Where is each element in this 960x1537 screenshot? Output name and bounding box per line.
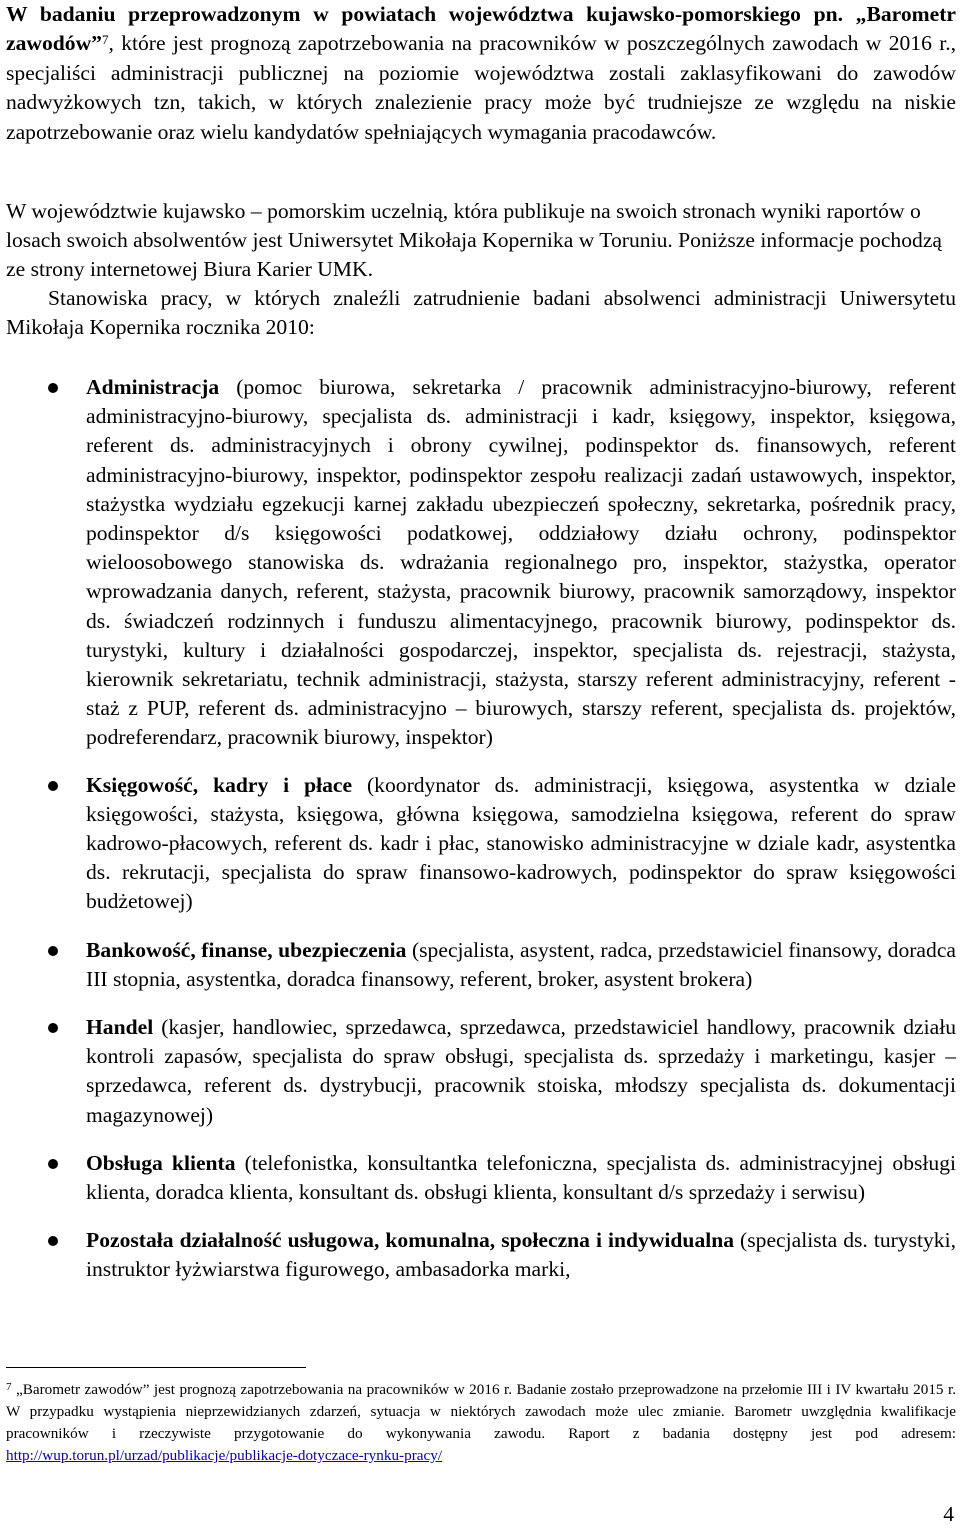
list-item-heading: Administracja: [86, 375, 220, 399]
list-item-body: (pomoc biurowa, sekretarka / pracownik administracyjno-biurowy, referent administracyjno-biurowy, specjalista ds. administracji i kadr, księgowy, inspektor, księgowa, referent ds. administracyjnych i obrony cywilnej, podinspektor ds. finansowych, referent administracyjno-biurowy, inspektor, podinspektor zespołu realizacji zadań ustawowych, inspektor, stażystka wydziału egzekucji karnej zakładu ubezpieczeń społeczny, sekretarka, pośrednik pracy, podinspektor d/s księgowości podatkowej, oddziałowy działu ochrony, podinspektor wieloosobowego stanowiska ds. wdrażania regionalnego pro, inspektor, stażystka, operator wprowadzania danych, referent, stażysta, pracownik biurowy, pracownik samorządowy, inspektor ds. świadczeń rodzinnych i funduszu alimentacyjnego, pracownik biurowy, podinspektor ds. turystyki, kultury i działalności gospodarczej, inspektor, specjalista ds. rejestracji, stażysta, kierownik sekretariatu, technik administracji, stażysta, starszy referent administracyjny, referent - staż z PUP, referent ds. administracyjno – biurowych, starszy referent, specjalista ds. projektów, podreferendarz, pracownik biurowy, inspektor): [86, 375, 956, 750]
page-number: 4: [943, 1502, 954, 1526]
list-item-heading: Pozostała działalność usługowa, komunalna, społeczna i indywidualna: [86, 1228, 735, 1253]
umk-paragraph: W województwie kujawsko – pomorskim uczelnią, która publikuje na swoich stronach wyniki raportów o losach swoich absolwentów jest Uniwersytet Mikołaja Kopernika w Toruniu. Poniższe informacje pochodzą ze strony internetowej Biura Karier UMK.: [6, 199, 942, 281]
footnote-text: „Barometr zawodów” jest prognozą zapotrzebowania na pracowników w 2016 r. Badanie zostało przeprowadzone na przełomie III i IV kwartału 2015 r. W przypadku wystąpienia nieprzewidzianych zdarzeń, sytuacja w niektórych zawodach może ulec zmianie. Barometr uwzględnia kwalifikacje pracowników i rzeczywiste przygotowanie do wykonywania zawodu. Raport z badania dostępny jest pod adresem:: [6, 1381, 956, 1442]
intro-paragraph: [6, 0, 956, 147]
list-item-heading: Obsługa klienta: [86, 1150, 236, 1175]
list-item-heading: Bankowość, finanse, ubezpieczenia: [86, 937, 407, 962]
list-item-body: (telefonistka, konsultantka telefoniczna, specjalista ds. administracyjnej obsługi klienta, doradca klienta, konsultant ds. obsługi klienta, konsultant d/s sprzedaży i serwisu): [86, 1150, 956, 1205]
list-item-body: (specjalista, asystent, radca, przedstawiciel finansowy, doradca III stopnia, asystentka, doradca finansowy, referent, broker, asystent brokera): [86, 937, 956, 991]
bullet-icon: [48, 1159, 58, 1169]
bullet-icon: [48, 383, 58, 393]
footnote-reference[interactable]: 7: [101, 32, 109, 48]
list-item: [0, 1013, 956, 1130]
footnote-divider: [6, 1367, 306, 1368]
list-item: [0, 936, 956, 994]
list-item-body: (specjalista ds. turystyki, instruktor łyżwiarstwa figurowego, ambasadorka marki,: [86, 1228, 956, 1282]
job-categories-list: [0, 373, 960, 1285]
list-item-heading: Księgowość, kadry i płace: [86, 772, 353, 797]
positions-intro-text: Stanowiska pracy, w których znaleźli zatrudnienie badani absolwenci administracji Uniwersytetu Mikołaja Kopernika rocznika 2010:: [6, 286, 956, 339]
list-item: [0, 771, 956, 917]
list-item-body: (koordynator ds. administracji, księgowa, asystentka w dziale księgowości, stażysta, księgowa, główna księgowa, samodzielna księgowa, referent do spraw kadrowo-płacowych, referent ds. kadr i płac, stanowisko administracyjne w dziale kadr, asystentka ds. rekrutacji, specjalista do spraw finansowo-kadrowych, podinspektor do spraw księgowości budżetowej): [86, 772, 956, 914]
list-item: [0, 373, 956, 753]
list-item: [0, 1226, 956, 1284]
list-item-body: (kasjer, handlowiec, sprzedawca, sprzedawca, przedstawiciel handlowy, pracownik działu kontroli zapasów, specjalista do spraw obsługi, specjalista ds. sprzedaży i marketingu, kasjer – sprzedawca, referent ds. dystrybucji, pracownik stoiska, młodszy specjalista ds. dokumentacji magazynowej): [86, 1015, 956, 1127]
intro-rest: , które jest prognozą zapotrzebowania na pracowników w poszczególnych zawodach w 2016 r., specjaliści administracji publicznej na poziomie województwa zostali zaklasyfikowani do zawodów nadwyżkowych tzn, takich, w których znalezienie pracy może być trudniejsze ze względu na niskie zapotrzebowanie oraz wielu kandydatów spełniających wymagania pracodawców.: [6, 31, 956, 144]
footnote-number: 7: [6, 1381, 12, 1393]
list-item: [0, 1149, 956, 1207]
bullet-icon: [48, 781, 58, 791]
list-item-heading: Handel: [86, 1015, 154, 1040]
positions-intro-paragraph: [6, 284, 956, 342]
bullet-icon: [48, 1023, 58, 1033]
footnote: [6, 1379, 956, 1467]
report-link[interactable]: http://wup.torun.pl/urzad/publikacje/publikacje-dotyczace-rynku-pracy/: [6, 1447, 443, 1464]
bullet-icon: [48, 946, 58, 956]
bullet-icon: [48, 1236, 58, 1246]
intro-lead-bold: W badaniu przeprowadzonym w powiatach województwa kujawsko-pomorskiego pn. „Barometr zawodów”: [6, 2, 956, 56]
